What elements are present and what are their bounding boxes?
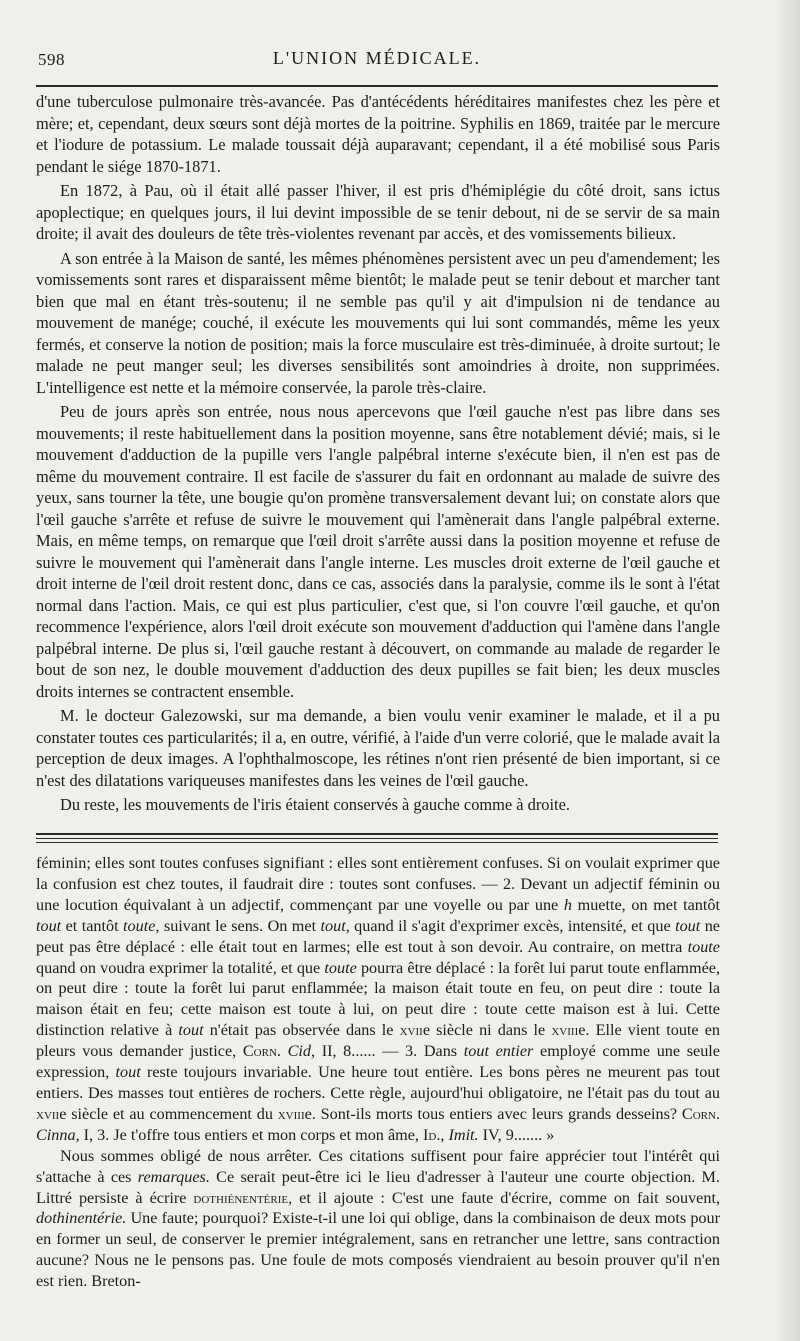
text-run: I, 3. Je t'offre tous entiers et mon corps et mon âme,: [79, 1125, 423, 1144]
separator-rule: [36, 842, 718, 843]
section-separator: [36, 833, 718, 843]
paragraph: [36, 248, 720, 399]
separator-rule: [36, 838, 718, 839]
text-run: e siècle et au commencement du: [59, 1104, 278, 1123]
text-run: Nous sommes obligé de nous arrêter. Ces citations suffisent pour faire apprécier tout l'intérêt qui s'attache à ces: [36, 1146, 720, 1186]
text-run: suivant le sens. On met: [159, 916, 321, 935]
text-run: quand il s'agit d'exprimer excès, intensité, et que: [349, 916, 676, 935]
text-run: e. Sont-ils morts tous entiers avec leurs grands desseins?: [304, 1104, 682, 1123]
text-run: remarques.: [137, 1167, 210, 1186]
text-run: Corn.: [681, 1104, 720, 1123]
text-run: Une faute; pourquoi? Existe-t-il une loi qui oblige, dans la combinaison de deux mots pour en former un seul, de conserver le premier intégralement, sans en retrancher une lettre, sans contraction aucune? Nous ne le pensons pas. Une foule de mots composés viendraient au besoin prouver qu'il n'en est rien. Breton-: [36, 1209, 720, 1291]
text-run: tout: [36, 916, 62, 935]
text-run: Du reste, les mouvements de l'iris étaient conservés à gauche comme à droite.: [60, 795, 570, 814]
text-run: muette, on met tantôt: [571, 895, 720, 914]
text-run: xvii: [36, 1104, 60, 1123]
binding-shadow: [774, 0, 800, 1341]
paragraph: [36, 853, 720, 1146]
text-run: tout entier: [463, 1042, 534, 1061]
text-run: féminin; elles sont toutes confuses signifiant : elles sont entièrement confuses. Si on voulait exprimer que la confusion est chez toutes, il faudrait dire : toutes sont confuses. — 2. Devant un adjectif féminin ou une locution équivalant à un adjectif, commençant par une voyelle ou par une: [36, 854, 720, 914]
text-run: Id.,: [423, 1125, 445, 1144]
feuilleton-text: [36, 853, 720, 1292]
text-run: reste toujours invariable. Une heure tout entière. Les bons pères ne meurent pas tout entiers. Des masses tout entières de rochers. Cette règle, aujourd'hui obligatoire, ne l'était pas du tout au: [36, 1063, 720, 1102]
text-run: tout: [115, 1063, 141, 1082]
paragraph: [36, 1146, 720, 1292]
separator-rule: [36, 833, 718, 835]
text-run: e. Elle vient toute en pleurs vous demander justice,: [36, 1021, 721, 1061]
header-rule: [36, 85, 718, 87]
paragraph: [36, 705, 720, 791]
text-run: A son entrée à la Maison de santé, les mêmes phénomènes persistent avec un peu d'amendement; les vomissements sont rares et disparaissent même bientôt; le malade peut se tenir debout et marcher tant bien que mal en étant très-soutenu; il ne semble pas qu'il y ait d'impulsion ni de tendance au mouvement de manége; couché, il exécute les mouvements qui lui sont commandés, même les yeux fermés, et conserve la notion de position; mais la force musculaire est très-diminuée, à droite surtout; le malade ne peut manger seul; les diverses sensibilités sont amoindries à droite, non supprimées. L'intelligence est nette et la mémoire conservée, la parole très-claire.: [36, 248, 720, 397]
text-run: IV, 9....... »: [478, 1125, 555, 1144]
text-run: xvii: [399, 1021, 423, 1040]
paragraph: [36, 91, 720, 177]
text-run: Ce serait peut-être ici le lieu d'adresser à l'auteur une courte objection. M. Littré persiste à écrire: [36, 1167, 720, 1207]
text-run: et il ajoute : C'est une faute d'écrire, comme on fait souvent,: [292, 1188, 721, 1207]
text-run: tout,: [320, 916, 350, 935]
text-run: e siècle ni dans le: [422, 1021, 552, 1040]
text-run: dothiénentérie,: [193, 1188, 293, 1207]
text-run: II, 8...... — 3. Dans: [315, 1042, 464, 1061]
main-text: [36, 91, 720, 816]
text-run: toute: [324, 958, 357, 977]
text-run: d'une tuberculose pulmonaire très-avancée. Pas d'antécédents héréditaires manifestes chez les père et mère; et, cependant, deux sœurs sont déjà mortes de la poitrine. Syphilis en 1869, traitée par le mercure et l'iodure de potassium. Le malade toussait déjà auparavant; cependant, il a été mobilisé sous Paris pendant le siége 1870-1871.: [36, 92, 720, 176]
paragraph: [36, 180, 720, 245]
text-run: tout: [178, 1021, 204, 1040]
page-header: [38, 46, 716, 74]
text-run: Cinna,: [36, 1125, 80, 1144]
text-run: pourra être déplacé : la forêt lui parut toute enflammée, on peut dire : toute la forêt lui parut enflammée; la maison était toute en feu, on peut dire : toute la maison était en feu; cette maison est toute à lui, on peut dire : toute cette maison est à lui. Cette distinction relative à: [36, 958, 720, 1040]
text-run: Cid,: [287, 1042, 316, 1061]
text-run: xviii: [277, 1104, 305, 1123]
text-run: toute: [687, 937, 720, 956]
text-run: ne peut pas être déplacé : elle était tout en larmes; elle est tout à son devoir. Au contraire, on mettra: [36, 916, 720, 956]
text-run: Corn.: [242, 1042, 281, 1061]
running-title: L'UNION MÉDICALE.: [272, 48, 482, 68]
text-run: M. le docteur Galezowski, sur ma demande, a bien voulu venir examiner le malade, et il a pu constater toutes ces particularités; il a, en outre, vérifié, à l'aide d'un verre colorié, que le malade avait la perception de deux images. A l'ophthalmoscope, les rétines n'ont rien présenté de bien important, si ce n'est des dilatations variqueuses manifestes dans les veines de l'œil gauche.: [36, 706, 720, 790]
text-run: n'était pas observée dans le: [203, 1021, 400, 1040]
text-run: toute,: [123, 916, 160, 935]
page-number: 598: [38, 50, 65, 69]
text-run: Imit.: [448, 1125, 479, 1144]
text-run: En 1872, à Pau, où il était allé passer l'hiver, il est pris d'hémiplégie du côté droit, sans ictus apoplectique; en quelques jours, il lui devint impossible de se tenir debout, ni de se servir de sa main droite; il avait des douleurs de tête très-violentes revenant par accès, et des vomissements bilieux.: [36, 181, 720, 243]
paragraph: [36, 401, 720, 702]
paragraph: [36, 794, 720, 816]
text-run: [281, 1042, 288, 1060]
text-run: Peu de jours après son entrée, nous nous apercevons que l'œil gauche n'est pas libre dans ses mouvements; il reste habituellement dans la position moyenne, sans être notablement dévié; mais, si le mouvement d'adduction de la pupille vers l'angle palpébral interne s'exécute bien, il n'en est pas de même du mouvement contraire. Il est facile de s'assurer du fait en ordonnant au malade de suivre des yeux, sans tourner la tête, une bougie qu'on promène transversalement devant lui; on constate alors que l'œil gauche s'arrête et refuse de suivre le mouvement qui l'amènerait dans l'angle palpébral externe. Mais, en même temps, on remarque que l'œil droit s'arrête aussi dans la position moyenne et refuse de suivre le mouvement qui l'amènerait dans l'angle interne. Les muscles droit externe de l'œil gauche et droit interne de l'œil droit restent donc, dans ce cas, associés dans la paralysie, comme ils le sont à l'état normal dans l'action. Mais, ce qui est plus particulier, c'est que, si l'on couvre l'œil gauche, et qu'on recommence l'expérience, alors l'œil droit exécute son mouvement d'adduction qui l'amène dans l'angle palpébral interne. De plus si, l'œil gauche restant à découvert, on commande au malade de regarder le bout de son nez, le double mouvement d'adduction des deux pupilles se fait bien; les deux muscles droits internes se contractent ensemble.: [36, 402, 720, 701]
text-run: h: [563, 895, 572, 914]
text-run: employé comme une seule expression,: [36, 1042, 720, 1082]
text-run: tout: [675, 916, 701, 935]
text-run: quand on voudra exprimer la totalité, et que: [36, 958, 325, 977]
text-run: xviii: [551, 1021, 579, 1040]
text-run: dothinentérie.: [36, 1209, 127, 1228]
text-run: et tantôt: [61, 916, 124, 935]
